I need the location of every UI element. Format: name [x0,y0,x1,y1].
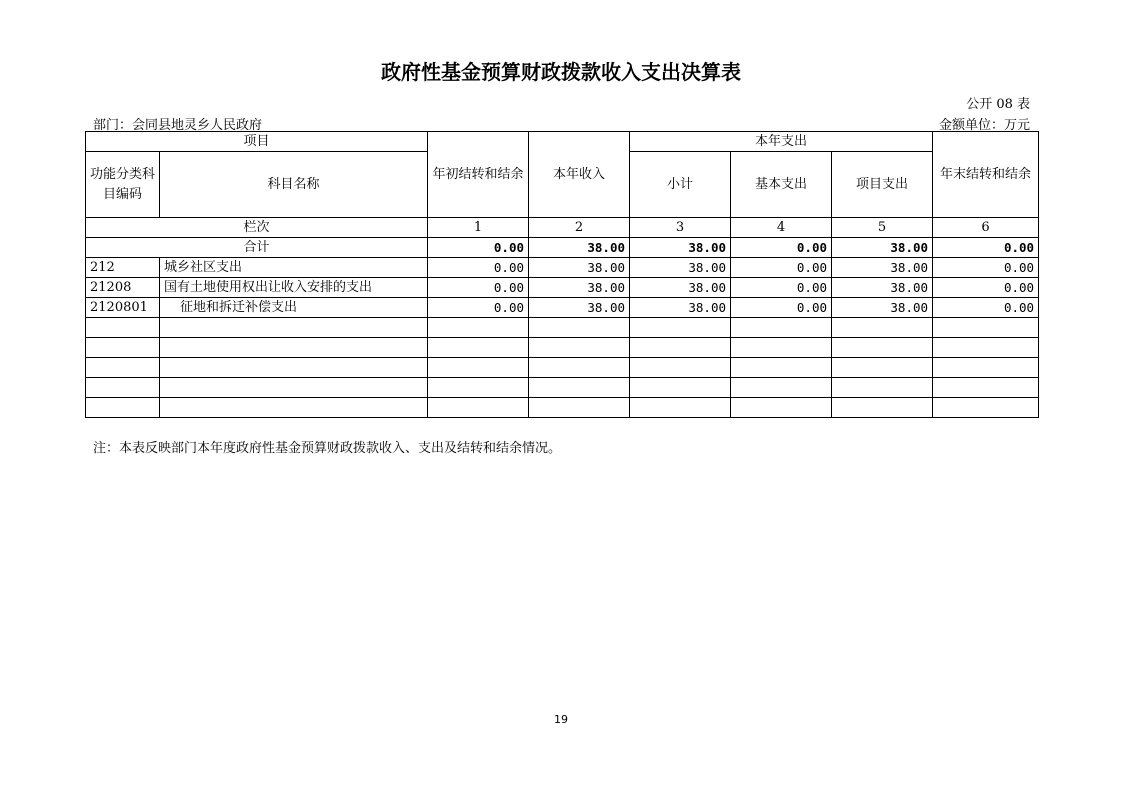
header-current-expense: 本年支出 [630,132,933,152]
func-code-cell: 21208 [86,278,160,298]
total-cell: 38.00 [832,238,933,258]
header-current-income: 本年收入 [529,132,630,218]
col-num: 6 [933,218,1039,238]
value-cell: 0.00 [933,258,1039,278]
func-code-cell: 212 [86,258,160,278]
page-title: 政府性基金预算财政拨款收入支出决算表 [381,60,741,84]
total-cell: 38.00 [630,238,731,258]
total-row [86,238,1039,258]
col-num: 2 [529,218,630,238]
empty-row [86,358,1039,378]
empty-row [86,338,1039,358]
value-cell: 38.00 [630,258,731,278]
unit-label: 金额单位：万元 [938,118,1030,133]
column-index-row [86,218,1039,238]
header-basic-expense: 基本支出 [731,152,832,218]
value-cell: 0.00 [731,258,832,278]
total-cell: 0.00 [933,238,1039,258]
func-code-cell: 2120801 [86,298,160,318]
col-num: 4 [731,218,832,238]
subject-name-cell: 国有土地使用权出让收入安排的支出 [160,278,428,298]
value-cell: 0.00 [731,278,832,298]
value-cell: 0.00 [933,298,1039,318]
form-number: 公开 08 表 [966,97,1030,112]
table-row [86,278,1039,298]
value-cell: 38.00 [529,298,630,318]
header-item: 项目 [86,132,428,152]
table-row [86,258,1039,278]
col-num: 3 [630,218,731,238]
empty-row [86,378,1039,398]
value-cell: 38.00 [630,298,731,318]
value-cell: 38.00 [832,298,933,318]
header-closing-balance: 年末结转和结余 [933,132,1039,218]
empty-row [86,318,1039,338]
header-row-1 [86,132,1039,152]
col-num: 1 [428,218,529,238]
table-row [86,298,1039,318]
value-cell: 0.00 [933,278,1039,298]
header-opening-balance: 年初结转和结余 [428,132,529,218]
total-cell: 0.00 [731,238,832,258]
value-cell: 0.00 [731,298,832,318]
header-func-code: 功能分类科目编码 [86,152,160,218]
department-label: 部门：会同县地灵乡人民政府 [93,118,263,133]
table-note: 注：本表反映部门本年度政府性基金预算财政拨款收入、支出及结转和结余情况。 [93,441,562,456]
subject-name-cell: 征地和拆迁补偿支出 [160,298,428,318]
total-label: 合计 [86,238,428,258]
value-cell: 38.00 [832,258,933,278]
value-cell: 0.00 [428,278,529,298]
value-cell: 38.00 [529,258,630,278]
total-cell: 38.00 [529,238,630,258]
header-subject-name: 科目名称 [160,152,428,218]
budget-table [85,131,1039,418]
value-cell: 0.00 [428,298,529,318]
header-subtotal: 小计 [630,152,731,218]
total-cell: 0.00 [428,238,529,258]
value-cell: 38.00 [630,278,731,298]
value-cell: 38.00 [832,278,933,298]
value-cell: 0.00 [428,258,529,278]
subject-name-cell: 城乡社区支出 [160,258,428,278]
empty-row [86,398,1039,418]
col-num: 5 [832,218,933,238]
page-number: 19 [554,713,568,726]
value-cell: 38.00 [529,278,630,298]
header-project-expense: 项目支出 [832,152,933,218]
column-index-label: 栏次 [86,218,428,238]
